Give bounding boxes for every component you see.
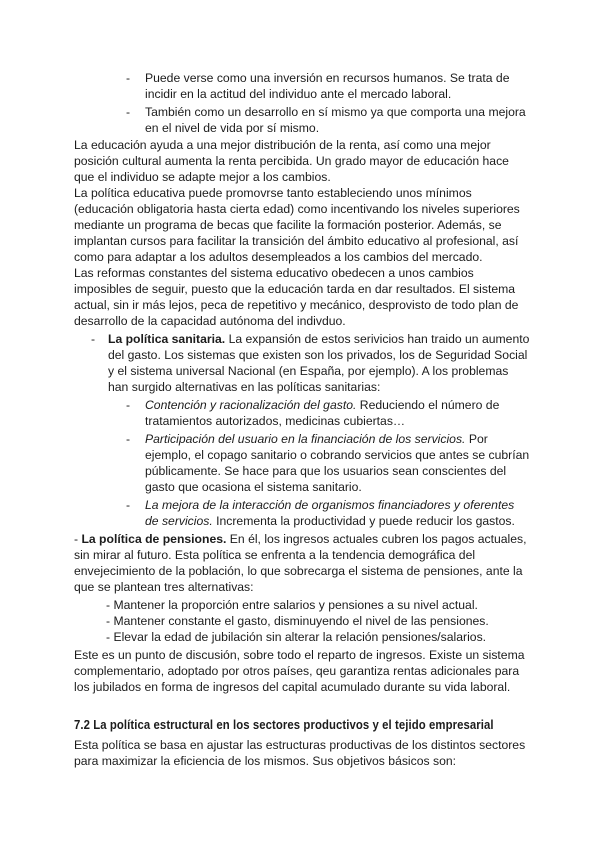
text-line: del gasto. Los sistemas que existen son los privados, los de Seguridad Social [108, 348, 528, 362]
text-line: También como un desarrollo en sí mismo ya que comporta una mejora [145, 105, 526, 119]
pensiones-text: En él, los ingresos actuales cubren los pagos actuales, [226, 532, 527, 546]
text-line: como para adaptar a los adultos desempleados a los cambios del mercado. [74, 250, 483, 264]
text-line: gasto que ocasiona el sistema sanitario. [145, 480, 362, 494]
text-line: Esta política se basa en ajustar las estructuras productivas de los distintos sectores [74, 738, 526, 752]
text-line: ejemplo, el copago sanitario o cobrando servicios que antes se cubrían [145, 448, 530, 462]
bullet-dash: - [126, 71, 131, 85]
text-line: que el individuo se adapte mejor a los cambios. [74, 170, 331, 184]
text-line: para maximizar la eficiencia de los mismos. Sus objetivos básicos son: [74, 754, 457, 768]
pensiones-line [74, 532, 527, 547]
text-line: y el sistema universal Nacional (en España, por ejemplo). A los problemas [108, 364, 509, 378]
alt-1-line [145, 398, 499, 413]
bullet-dash: - [126, 105, 131, 119]
text-line: complementario, adoptado por otros países, qeu garantiza rentas adicionales para [74, 664, 520, 678]
alt-2-title: Participación del usuario en la financiación de los servicios. [145, 432, 466, 446]
text-line: actual, sin ir más lejos, peca de repetitivo y mecánico, desprovisto de todo plan de [74, 298, 519, 312]
text-line: públicamente. Se hace para que los usuarios sean conscientes del [145, 464, 507, 478]
alt-1-title: Contención y racionalización del gasto. [145, 398, 357, 412]
text-line: Este es un punto de discusión, sobre todo el reparto de ingresos. Existe un sistema [74, 648, 525, 662]
section-heading: 7.2 La política estructural en los sectores productivos y el tejido empresarial [74, 717, 494, 732]
text-line: sin mirar al futuro. Esta política se enfrenta a la tendencia demográfica del [74, 548, 476, 562]
text-line: imposibles de seguir, puesto que la educación tarda en dar resultados. El sistema [74, 282, 516, 296]
alt-1-text: Reduciendo el número de [356, 398, 500, 412]
bullet-dash: - [126, 398, 131, 412]
text-line: los jubilados en forma de ingresos del capital acumulado durante su vida laboral. [74, 680, 511, 694]
text-line: tratamientos autorizados, medicinas cubiertas… [145, 414, 406, 428]
text-line: La política educativa puede promovrse tanto estableciendo unos mínimos [74, 186, 472, 200]
sanitaria-title: La política sanitaria. [108, 332, 226, 346]
text-line: en el nivel de vida por sí mismo. [145, 121, 320, 135]
text-line: posición cultural aumenta la renta percibida. Un grado mayor de educación hace [74, 154, 509, 168]
text-line: Puede verse como una inversión en recursos humanos. Se trata de [145, 71, 510, 85]
bullet-dash: - [91, 332, 96, 346]
text-line: - Mantener constante el gasto, disminuyendo el nivel de las pensiones. [106, 614, 489, 628]
text-line: La educación ayuda a una mejor distribución de la renta, así como una mejor [74, 138, 491, 152]
alt-3-title: La mejora de la interacción de organismos financiadores y oferentes [145, 498, 515, 512]
alt-2-line [145, 432, 488, 447]
bullet-dash: - [126, 498, 131, 512]
text-line: - Elevar la edad de jubilación sin alterar la relación pensiones/salarios. [106, 630, 487, 644]
text-line: - Mantener la proporción entre salarios y pensiones a su nivel actual. [106, 598, 478, 612]
text-line: que se plantean tres alternativas: [74, 580, 254, 594]
sanitaria-line [108, 332, 529, 347]
pensiones-title: La política de pensiones. [81, 532, 227, 546]
alt-3-text: Incrementa la productividad y puede reducir los gastos. [212, 514, 515, 528]
text-line: desarrollo de la capacidad autónoma del indivduo. [74, 314, 346, 328]
bullet-dash: - [74, 532, 79, 546]
sanitaria-text: La expansión de estos serivicios han traido un aumento [225, 332, 530, 346]
alt-3-title-end: de servicios. [145, 514, 213, 528]
alt-3-line [145, 514, 515, 529]
text-line: Las reformas constantes del sistema educativo obedecen a unos cambios [74, 266, 474, 280]
text-line: mediante un programa de becas que facilite la formación posterior. Además, se [74, 218, 502, 232]
bullet-dash: - [126, 432, 131, 446]
text-line: han surgido alternativas en las políticas sanitarias: [108, 380, 381, 394]
text-line: (educación obligatoria hasta cierta edad) como incentivando los niveles superiores [74, 202, 520, 216]
text-line: incidir en la actitud del individuo ante el mercado laboral. [145, 87, 452, 101]
text-line: implantan cursos para facilitar la transición del ámbito educativo al profesional, así [74, 234, 519, 248]
text-line: envejecimiento de la población, lo que sobrecarga el sistema de pensiones, ante la [74, 564, 523, 578]
alt-2-text: Por [465, 432, 488, 446]
